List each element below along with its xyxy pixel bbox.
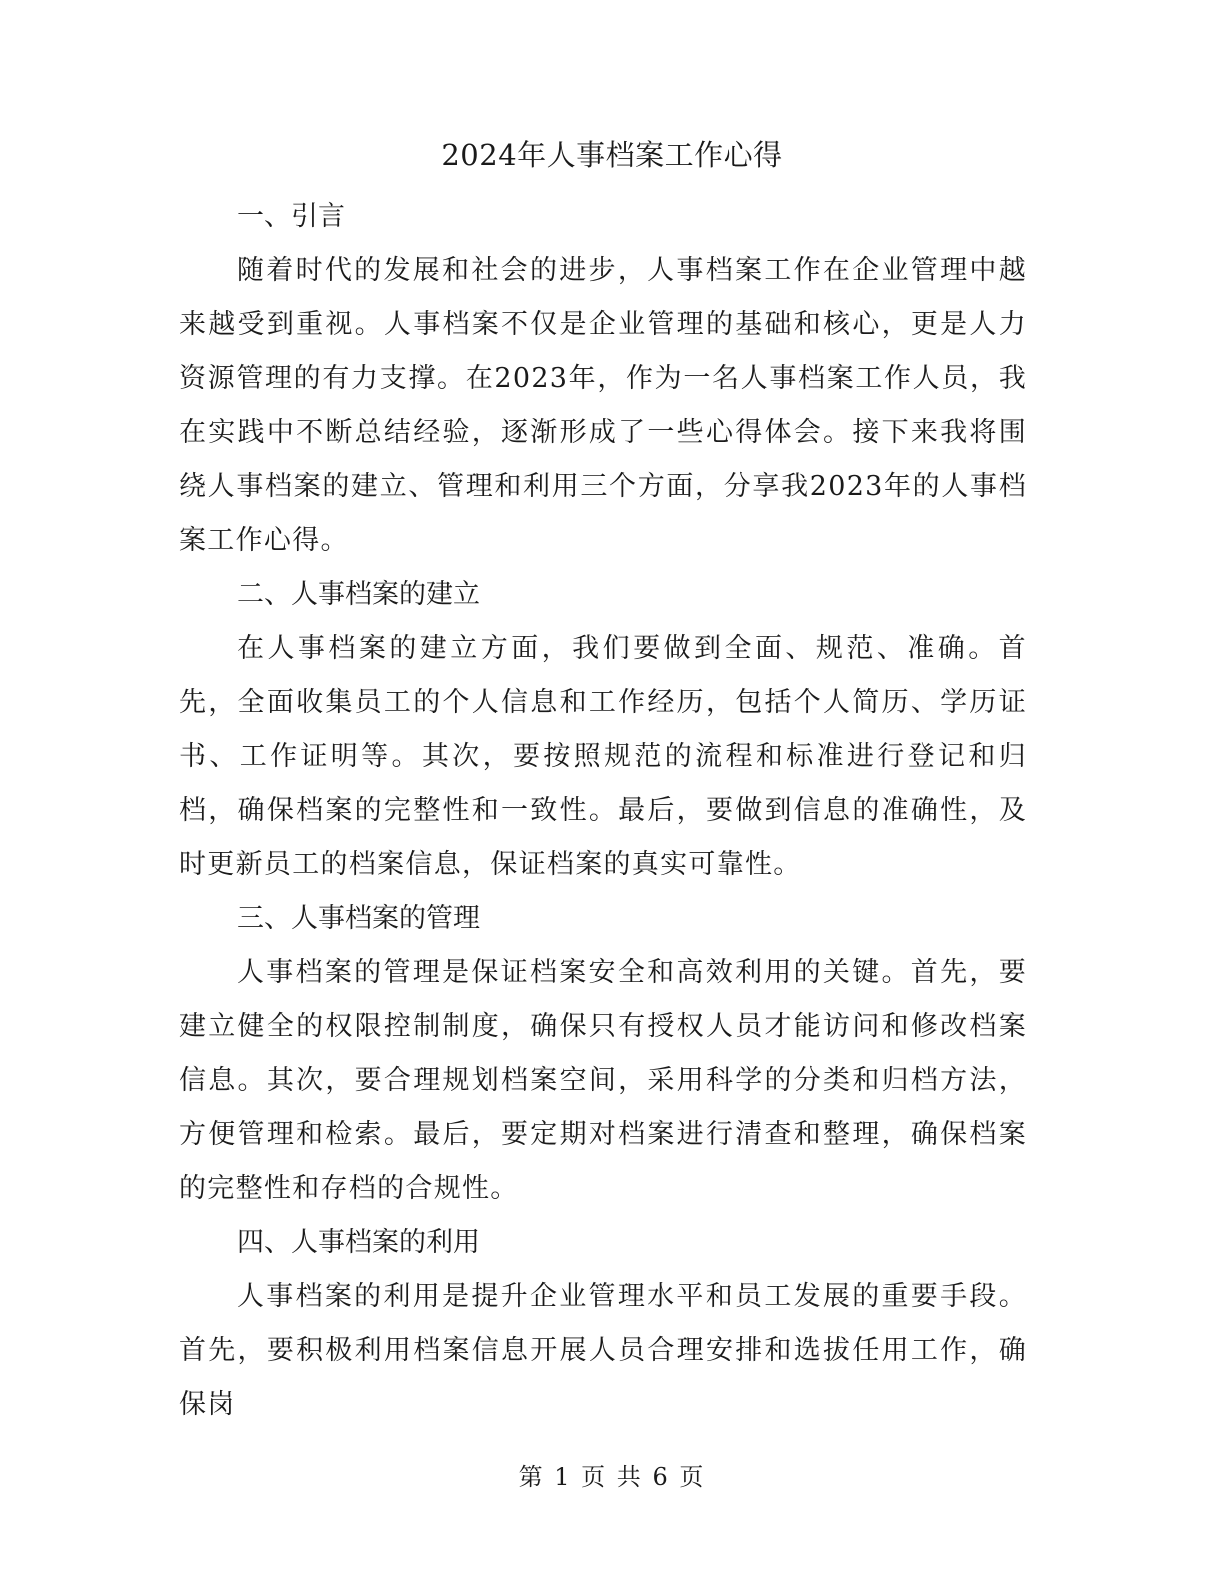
section-heading-utilization: 四、人事档案的利用 — [237, 1227, 480, 1258]
section-paragraph-intro: 随着时代的发展和社会的进步，人事档案工作在企业管理中越来越受到重视。人事档案不仅是企业管理的基础和核心，更是人力资源管理的有力支撑。在2023年，作为一名人事档案工作人员，我在实践中不断总结经验，逐渐形成了一些心得体会。接下来我将围绕人事档案的建立、管理和利用三个方面，分享我2023年的人事档案工作心得。 — [179, 255, 1027, 556]
page-footer: 第 1 页 共 6 页 — [518, 1463, 706, 1491]
section-paragraph-utilization: 人事档案的利用是提升企业管理水平和员工发展的重要手段。首先，要积极利用档案信息开展人员合理安排和选拔任用工作，确保岗 — [179, 1281, 1027, 1420]
section-paragraph-establishment: 在人事档案的建立方面，我们要做到全面、规范、准确。首先，全面收集员工的个人信息和工作经历，包括个人简历、学历证书、工作证明等。其次，要按照规范的流程和标准进行登记和归档，确保档案的完整性和一致性。最后，要做到信息的准确性，及时更新员工的档案信息，保证档案的真实可靠性。 — [179, 633, 1027, 880]
document-title: 2024年人事档案工作心得 — [441, 138, 783, 172]
section-heading-management: 三、人事档案的管理 — [237, 903, 480, 934]
section-heading-intro: 一、引言 — [237, 201, 345, 232]
document-body — [179, 190, 1027, 1432]
section-heading-establishment: 二、人事档案的建立 — [237, 579, 480, 610]
section-paragraph-management: 人事档案的管理是保证档案安全和高效利用的关键。首先，要建立健全的权限控制制度，确保只有授权人员才能访问和修改档案信息。其次，要合理规划档案空间，采用科学的分类和归档方法，方便管理和检索。最后，要定期对档案进行清查和整理，确保档案的完整性和存档的合规性。 — [179, 957, 1027, 1204]
